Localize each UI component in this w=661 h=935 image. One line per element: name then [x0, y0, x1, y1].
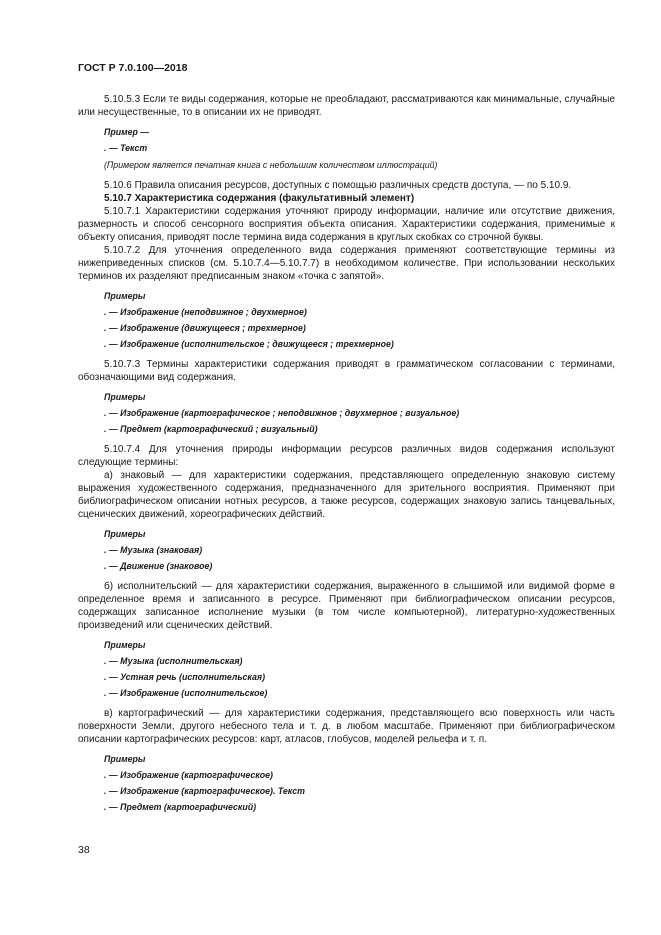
example-item: . — Текст — [104, 143, 148, 153]
example-note: (Примером является печатная книга с небольшим количеством иллюстраций) — [104, 160, 438, 170]
examples-label: Примеры — [104, 529, 146, 539]
paragraph-5-10-6: 5.10.6 Правила описания ресурсов, доступных с помощью различных средств доступа, — по 5.10.9. — [104, 180, 572, 191]
page-number: 38 — [78, 844, 90, 856]
section-heading-5-10-7: 5.10.7 Характеристика содержания (факультативный элемент) — [104, 193, 415, 204]
page-body — [78, 93, 615, 814]
example-item: . — Предмет (картографический) — [104, 802, 257, 812]
examples-label: Примеры — [104, 640, 146, 650]
examples-label: Примеры — [104, 392, 146, 402]
example-item: . — Музыка (знаковая) — [104, 545, 203, 555]
example-label: Пример — — [104, 127, 150, 137]
examples-label: Примеры — [104, 754, 146, 764]
paragraph-item-a: а) знаковый — для характеристики содержания, представляющего определенную знаковую систему выражения художественного содержания, предназначенного для зрительного восприятия. Применяют при библиографическом описании нотных ресурсов, а также ресурсов, содержащих знаковую запись танцевальных, сценических движений, хореографических действий. — [78, 470, 615, 520]
paragraph-5-10-7-2: 5.10.7.2 Для уточнения определенного вида содержания применяют соответствующие термины из нижеприведенных списков (см. 5.10.7.4—5.10.7.7) в необходимом количестве. При использовании нескольких терминов их разделяют предписанным знаком «точка с запятой». — [78, 245, 615, 282]
example-item: . — Изображение (исполнительское) — [104, 688, 268, 698]
example-item: . — Изображение (картографическое) — [104, 770, 273, 780]
examples-label: Примеры — [104, 291, 146, 301]
paragraph-item-v: в) картографический — для характеристики содержания, представляющего всю поверхность или часть поверхности Земли, другого небесного тела и т. д. в любом масштабе. Применяют при библиографическом описании картографических ресурсов: карт, атласов, глобусов, моделей рельефа и т. п. — [78, 708, 615, 745]
paragraph-5-10-7-4: 5.10.7.4 Для уточнения природы информации ресурсов различных видов содержания используют следующие термины: — [78, 444, 615, 468]
paragraph-item-b: б) исполнительский — для характеристики содержания, выраженного в слышимой или видимой форме в определенное время и записанного в ресурсе. Применяют при библиографическом описании ресурсов, содержащих записанное исполнение музыки (в том числе компьютерной), литературно-художественных произведений или сценических действий. — [78, 581, 615, 631]
example-item: . — Изображение (картографическое). Текст — [104, 786, 305, 796]
example-item: . — Движение (знаковое) — [104, 561, 213, 571]
example-item: . — Устная речь (исполнительская) — [104, 672, 265, 682]
example-item: . — Музыка (исполнительская) — [104, 656, 243, 666]
example-item: . — Изображение (исполнительское ; движущееся ; трехмерное) — [104, 339, 394, 349]
paragraph-5-10-7-3: 5.10.7.3 Термины характеристики содержания приводят в грамматическом согласовании с терминами, обозначающими вид содержания. — [78, 359, 615, 383]
document-header: ГОСТ Р 7.0.100—2018 — [78, 62, 188, 74]
paragraph-5-10-7-1: 5.10.7.1 Характеристики содержания уточняют природу информации, наличие или отсутствие движения, размерность и способ сенсорного восприятия объекта описания. Характеристики содержания, применимые к объекту описания, приводят после термина вида содержания в круглых скобках со строчной буквы. — [78, 206, 615, 243]
example-item: . — Изображение (неподвижное ; двухмерное) — [104, 307, 307, 317]
example-item: . — Изображение (движущееся ; трехмерное) — [104, 323, 306, 333]
paragraph-5-10-5-3: 5.10.5.3 Если те виды содержания, которые не преобладают, рассматриваются как минимальные, случайные или несущественные, то в описании их не приводят. — [78, 94, 615, 118]
example-item: . — Изображение (картографическое ; неподвижное ; двухмерное ; визуальное) — [104, 408, 460, 418]
example-item: . — Предмет (картографический ; визуальный) — [104, 424, 318, 434]
